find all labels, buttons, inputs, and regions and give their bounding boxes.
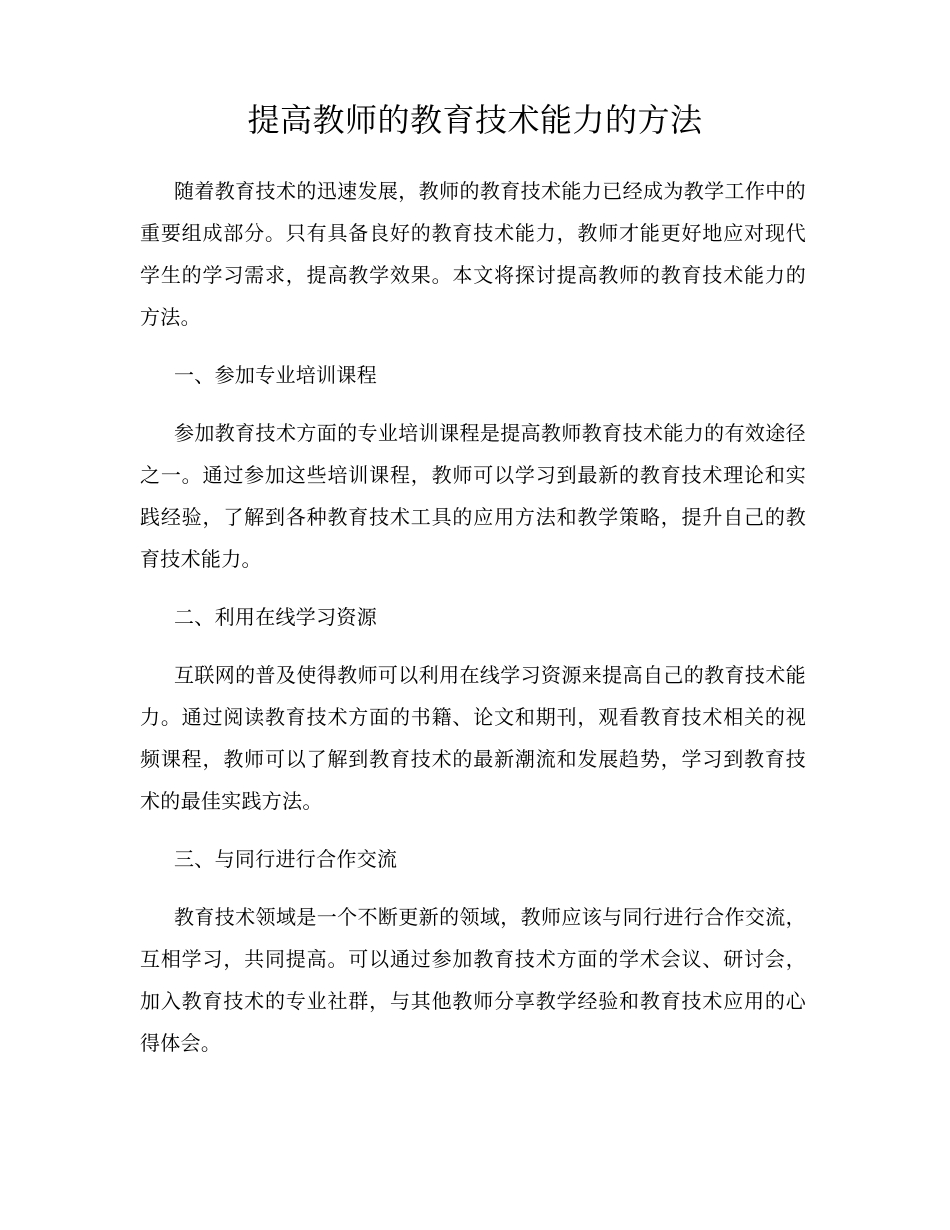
section-heading-3: 三、与同行进行合作交流 (174, 847, 398, 871)
intro-paragraph: 随着教育技术的迅速发展，教师的教育技术能力已经成为教学工作中的重要组成部分。只有具备良好的教育技术能力，教师才能更好地应对现代学生的学习需求，提高教学效果。本文将探讨提高教师的教育技术能力的方法。 (140, 179, 806, 329)
section-heading-1: 一、参加专业培训课程 (174, 363, 377, 387)
paragraph-gap (140, 580, 806, 596)
section-body-2: 互联网的普及使得教师可以利用在线学习资源来提高自己的教育技术能力。通过阅读教育技术方面的书籍、论文和期刊，观看教育技术相关的视频课程，教师可以了解到教育技术的最新潮流和发展趋势，学习到教育技术的最佳实践方法。 (140, 663, 806, 813)
section-body-1: 参加教育技术方面的专业培训课程是提高教师教育技术能力的有效途径之一。通过参加这些培训课程，教师可以学习到最新的教育技术理论和实践经验，了解到各种教育技术工具的应用方法和教学策略，提升自己的教育技术能力。 (140, 421, 806, 571)
section-heading-2: 二、利用在线学习资源 (174, 605, 377, 629)
paragraph-gap (140, 396, 806, 412)
paragraph-gap (140, 338, 806, 354)
paragraph-gap (140, 880, 806, 896)
paragraph-gap (140, 638, 806, 654)
document-title: 提高教师的教育技术能力的方法 (247, 101, 703, 139)
section-body-3: 教育技术领域是一个不断更新的领域，教师应该与同行进行合作交流，互相学习，共同提高。可以通过参加教育技术方面的学术会议、研讨会，加入教育技术的专业社群，与其他教师分享教学经验和教育技术应用的心得体会。 (140, 905, 806, 1055)
document-body (140, 170, 806, 1064)
paragraph-gap (140, 822, 806, 838)
